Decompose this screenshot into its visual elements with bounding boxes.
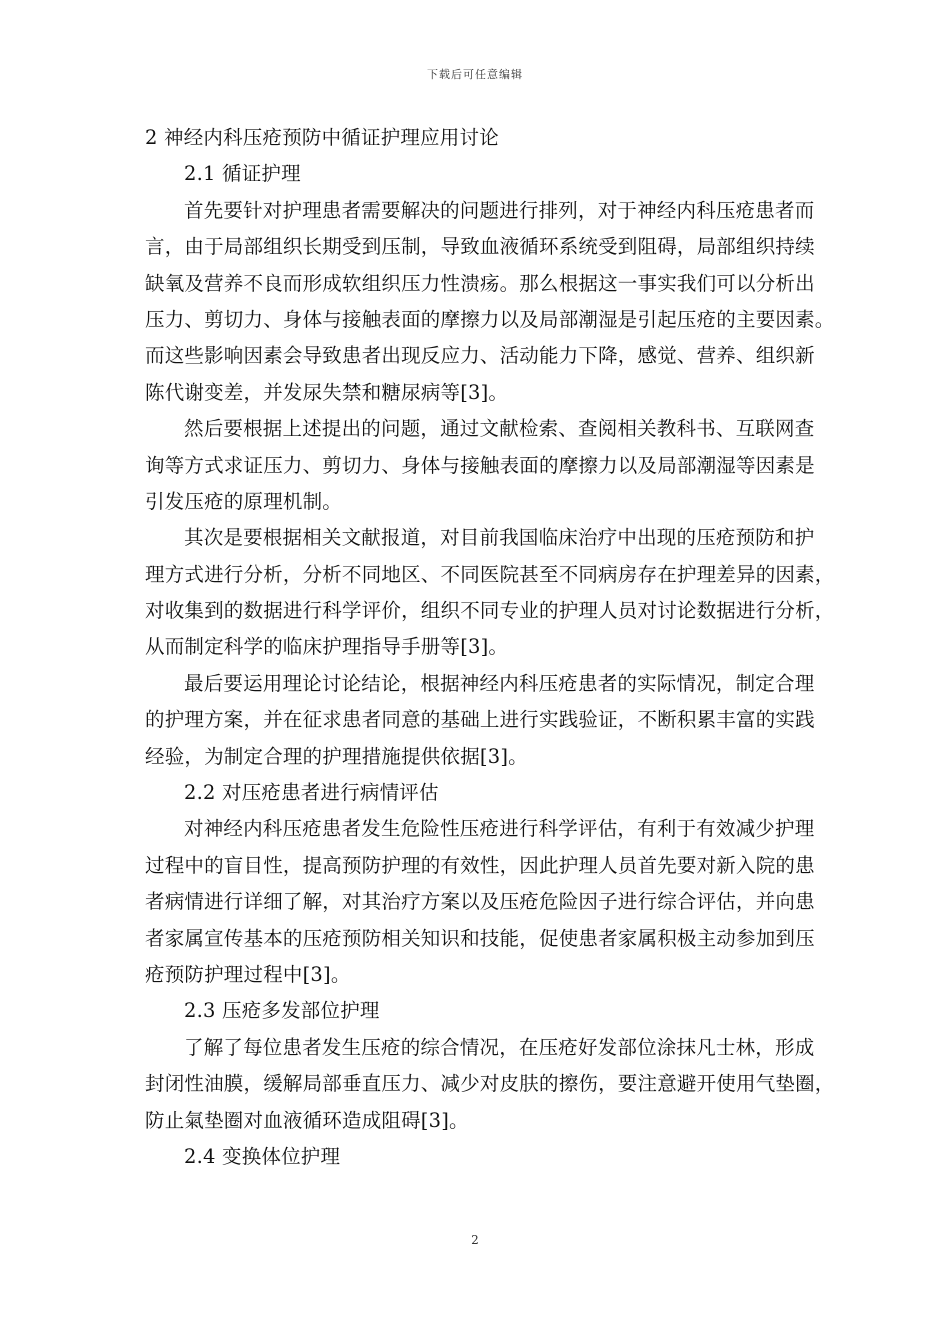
section-heading: 2.3 压疮多发部位护理: [184, 999, 380, 1023]
paragraph-line: 然后要根据上述提出的问题，通过文献检索、查阅相关教科书、互联网查: [184, 417, 815, 441]
page-number: 2: [471, 1233, 479, 1247]
paragraph-line: 缺氧及营养不良而形成软组织压力性溃疡。那么根据这一事实我们可以分析出: [145, 271, 815, 295]
paragraph-line: 最后要运用理论讨论结论，根据神经内科压疮患者的实际情况，制定合理: [184, 671, 815, 695]
paragraph-line: 了解了每位患者发生压疮的综合情况，在压疮好发部位涂抹凡士林，形成: [184, 1035, 815, 1059]
paragraph-line: 理方式进行分析，分析不同地区、不同医院甚至不同病房存在护理差异的因素，: [145, 562, 835, 586]
paragraph-line: 陈代谢变差，并发尿失禁和糖尿病等[3]。: [145, 380, 509, 404]
section-heading: 2.4 变换体位护理: [184, 1144, 341, 1168]
paragraph-line: 其次是要根据相关文献报道，对目前我国临床治疗中出现的压疮预防和护: [184, 526, 815, 550]
paragraph-line: 者病情进行详细了解，对其治疗方案以及压疮危险因子进行综合评估，并向患: [145, 890, 815, 914]
paragraph-line: 封闭性油膜，缓解局部垂直压力、减少对皮肤的擦伤，要注意避开使用气垫圈，: [145, 1072, 835, 1096]
document-body: [145, 120, 835, 1175]
paragraph-line: 询等方式求证压力、剪切力、身体与接触表面的摩擦力以及局部潮湿等因素是: [145, 453, 815, 477]
paragraph-line: 疮预防护理过程中[3]。: [145, 962, 351, 986]
paragraph-line: 的护理方案，并在征求患者同意的基础上进行实践验证，不断积累丰富的实践: [145, 708, 815, 732]
paragraph-line: 言，由于局部组织长期受到压制，导致血液循环系统受到阻碍，局部组织持续: [145, 235, 815, 259]
paragraph-line: 首先要针对护理患者需要解决的问题进行排列，对于神经内科压疮患者而: [184, 198, 815, 222]
paragraph-line: 防止氣垫圈对血液循环造成阻碍[3]。: [145, 1108, 469, 1132]
page-header: 下载后可任意编辑: [427, 68, 523, 81]
paragraph-line: 对收集到的数据进行科学评价，组织不同专业的护理人员对讨论数据进行分析，: [145, 599, 835, 623]
paragraph-line: 压力、剪切力、身体与接触表面的摩擦力以及局部潮湿是引起压疮的主要因素。: [145, 307, 835, 331]
paragraph-line: 者家属宣传基本的压疮预防相关知识和技能，促使患者家属积极主动参加到压: [145, 926, 815, 950]
paragraph-line: 对神经内科压疮患者发生危险性压疮进行科学评估，有利于有效减少护理: [184, 817, 815, 841]
paragraph-line: 经验，为制定合理的护理措施提供依据[3]。: [145, 744, 528, 768]
paragraph-line: 而这些影响因素会导致患者出现反应力、活动能力下降，感觉、营养、组织新: [145, 344, 815, 368]
section-heading: 2 神经内科压疮预防中循证护理应用讨论: [145, 126, 499, 149]
section-heading: 2.1 循证护理: [184, 162, 301, 186]
section-heading: 2.2 对压疮患者进行病情评估: [184, 781, 439, 805]
paragraph-line: 从而制定科学的临床护理指导手册等[3]。: [145, 635, 509, 659]
paragraph-line: 过程中的盲目性，提高预防护理的有效性，因此护理人员首先要对新入院的患: [145, 853, 815, 877]
paragraph-line: 引发压疮的原理机制。: [145, 489, 343, 513]
